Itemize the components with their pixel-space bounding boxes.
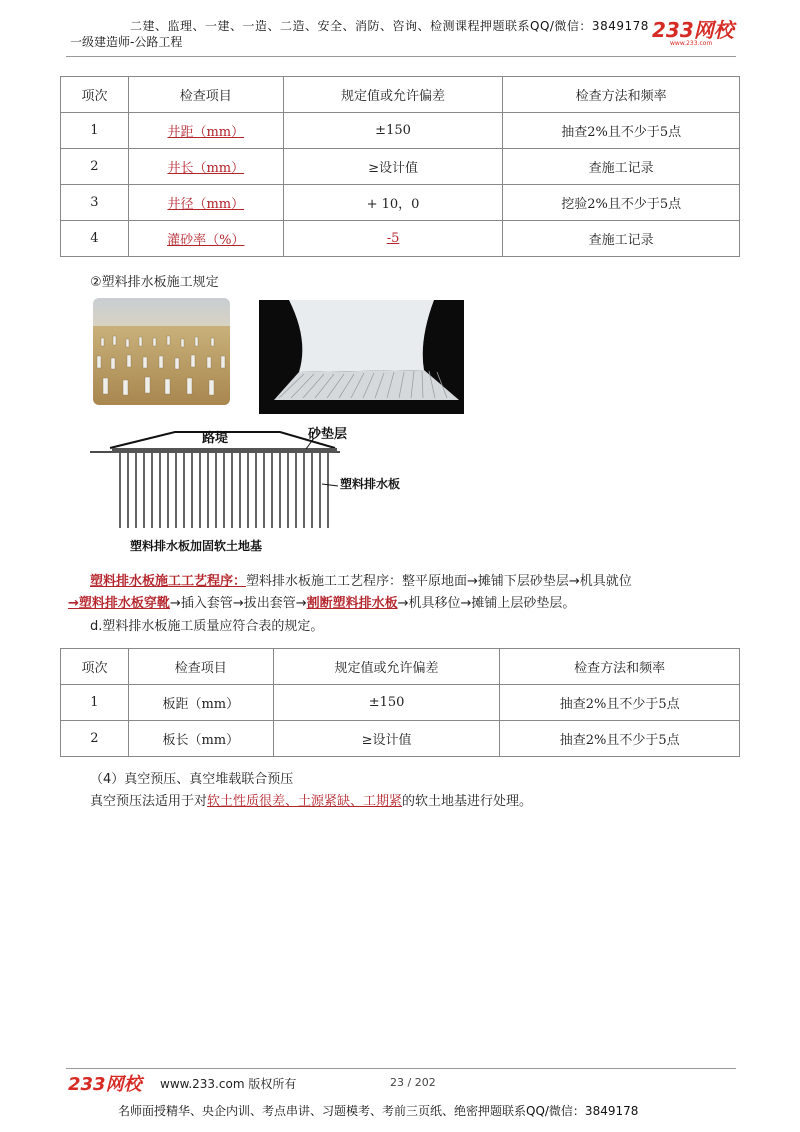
cell-item [128,149,283,185]
cell-no: 1 [61,113,129,149]
label-drain-board: 塑料排水板 [340,477,401,491]
cell-no: 4 [61,221,129,257]
cell-item [128,221,283,257]
cell-method: 挖验2%且不少于5点 [503,185,740,221]
header-promo: 二建、监理、一建、一造、二造、安全、消防、咨询、检测课程押题联系QQ/微信：3849178 [130,19,649,33]
process-heading: 塑料排水板施工工艺程序： [90,574,247,589]
value-link: -5 [386,231,400,246]
cell-method: 查施工记录 [503,149,740,185]
table-header-row [61,649,740,685]
header-cell: 规定值或允许偏差 [283,77,503,113]
cell-no: 1 [61,685,129,721]
item-link: 灌砂率（%） [167,233,245,248]
cell-value: + 10，0 [283,185,503,221]
table-row [61,721,740,757]
cell-no: 3 [61,185,129,221]
table-row [61,221,740,257]
cell-no: 2 [61,149,129,185]
cell-value: ±150 [273,685,500,721]
cell-value: ≥设计值 [273,721,500,757]
section-caption: ②塑料排水板施工规定 [90,275,219,290]
cell-method: 抽查2%且不少于5点 [500,721,740,757]
logo-top-text: 233网校 [652,18,734,42]
header-cell: 检查项目 [128,649,273,685]
cell-no: 2 [61,721,129,757]
item-link: 井长（mm） [167,161,245,176]
cell-method: 抽查2%且不少于5点 [503,113,740,149]
vacuum-preload-heading: （4）真空预压、真空堆载联合预压 [90,772,294,787]
table-row [61,185,740,221]
field-photo [93,298,230,405]
cell-item: 板长（mm） [128,721,273,757]
header-subtitle: 一级建造师-公路工程 [70,35,183,49]
process-text: →机具移位→摊铺上层砂垫层。 [397,596,576,611]
cell-value: ±150 [283,113,503,149]
drain-board-photo [259,300,464,414]
cell-method: 抽查2%且不少于5点 [500,685,740,721]
table-row [61,685,740,721]
well-inspection-table [60,76,740,257]
logo-233-bottom [66,1071,154,1095]
cell-item: 板距（mm） [128,685,273,721]
cell-method: 查施工记录 [503,221,740,257]
header-cell: 项次 [61,649,129,685]
header-divider [66,56,736,57]
logo-bottom-text: 233网校 [68,1074,142,1095]
process-paragraph-line1 [90,571,632,593]
header-cell: 检查方法和频率 [503,77,740,113]
footer-divider [66,1068,736,1069]
table-row [61,149,740,185]
process-step-boot: 塑料排水板穿靴 [78,596,170,611]
table-row [61,113,740,149]
diagram-caption: 塑料排水板加固软土地基 [130,539,263,553]
vacuum-preload-paragraph [90,791,532,813]
header-cell: 规定值或允许偏差 [273,649,500,685]
process-step-cut: 割断塑料排水板 [306,596,398,611]
cell-item [128,113,283,149]
item-link: 井径（mm） [167,197,245,212]
header-cell: 项次 [61,77,129,113]
process-paragraph-line2 [68,593,575,615]
vacuum-text: 的软土地基进行处理。 [402,794,533,809]
drain-board-diagram [90,418,440,558]
sand-cushion [112,448,337,453]
cell-value: ≥设计值 [283,149,503,185]
table-header-row [61,77,740,113]
cell-item [128,185,283,221]
drain-boards [120,453,328,528]
board-inspection-table [60,648,740,757]
process-text: 塑料排水板施工工艺程序：整平原地面→摊铺下层砂垫层→机具就位 [246,574,632,589]
cell-value [283,221,503,257]
vacuum-conditions: 软土性质很差、土源紧缺、工期紧 [207,794,403,809]
header-cell: 检查方法和频率 [500,649,740,685]
logo-233-top [650,17,740,47]
header-cell: 检查项目 [128,77,283,113]
label-sand-cushion: 砂垫层 [308,427,348,442]
page-number: 23 / 202 [390,1076,436,1089]
vacuum-text: 真空预压法适用于对 [90,794,208,809]
quality-note: d.塑料排水板施工质量应符合表的规定。 [90,619,324,634]
footer-copyright: www.233.com 版权所有 [160,1077,297,1091]
arrow: → [68,596,79,611]
process-text: →插入套管→拔出套管→ [169,596,307,611]
logo-top-url: www.233.com [670,40,713,47]
footer-promo: 名师面授精华、央企内训、考点串讲、习题模考、考前三页纸、绝密押题联系QQ/微信：3849178 [118,1104,639,1118]
label-embankment: 路堤 [201,431,229,446]
item-link: 井距（mm） [167,125,245,140]
